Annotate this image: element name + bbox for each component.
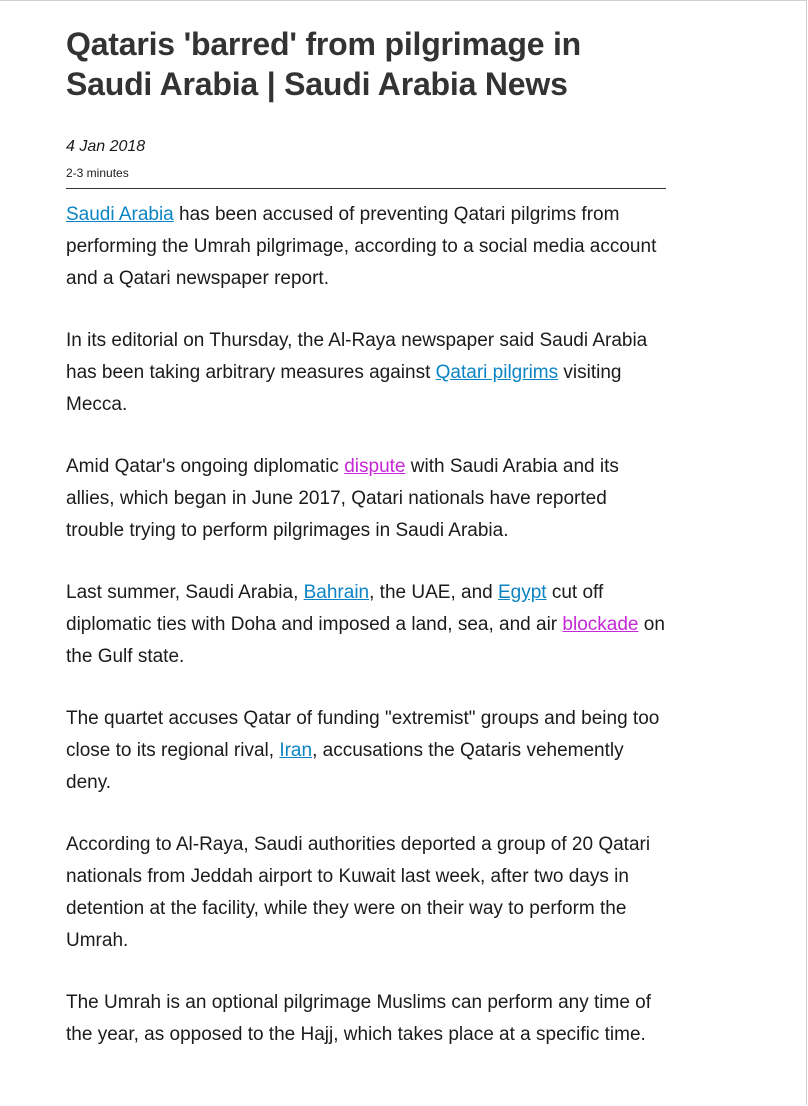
reading-time: 2-3 minutes <box>66 166 129 180</box>
paragraph-text: Last summer, Saudi Arabia, <box>66 582 304 603</box>
paragraph-2 <box>66 325 666 421</box>
paragraph-text: visiting Mecca. <box>66 362 622 415</box>
article-date: 4 Jan 2018 <box>66 138 146 155</box>
paragraph-text: cut off diplomatic ties with Doha and imposed a land, sea, and air <box>66 582 604 635</box>
paragraph-text: , the UAE, and <box>369 582 498 603</box>
link-qatari-pilgrims[interactable]: Qatari pilgrims <box>435 362 559 383</box>
paragraph-text: The quartet accuses Qatar of funding "extremist" groups and being too close to its regional rival, <box>66 708 660 761</box>
paragraph-4 <box>66 577 666 673</box>
link-egypt[interactable]: Egypt <box>497 582 547 603</box>
article-title: Qataris 'barred' from pilgrimage in Saudi Arabia | Saudi Arabia News <box>66 26 582 102</box>
paragraph-text: According to Al-Raya, Saudi authorities deported a group of 20 Qatari nationals from Jeddah airport to Kuwait last week, after two days in detention at the facility, while they were on their way to perform the Umrah. <box>66 834 651 951</box>
paragraph-text: In its editorial on Thursday, the Al-Raya newspaper said Saudi Arabia has been taking arbitrary measures against <box>66 330 648 383</box>
link-bahrain[interactable]: Bahrain <box>303 582 370 603</box>
article-body <box>66 199 666 1051</box>
paragraph-5 <box>66 703 666 799</box>
paragraph-1 <box>66 199 666 295</box>
link-blockade[interactable]: blockade <box>562 614 639 635</box>
article <box>66 0 666 1081</box>
link-iran[interactable]: Iran <box>279 740 313 761</box>
paragraph-text: with Saudi Arabia and its allies, which began in June 2017, Qatari nationals have reported trouble trying to perform pilgrimages in Saudi Arabia. <box>66 456 619 541</box>
header-divider <box>66 188 666 189</box>
paragraph-6 <box>66 829 666 957</box>
paragraph-text: has been accused of preventing Qatari pilgrims from performing the Umrah pilgrimage, according to a social media account and a Qatari newspaper report. <box>66 204 657 289</box>
paragraph-text: Amid Qatar's ongoing diplomatic <box>66 456 345 477</box>
paragraph-text: on the Gulf state. <box>66 614 665 667</box>
link-saudi-arabia[interactable]: Saudi Arabia <box>66 204 174 225</box>
paragraph-text: , accusations the Qataris vehemently deny. <box>66 740 624 793</box>
link-dispute[interactable]: dispute <box>344 456 406 477</box>
paragraph-3 <box>66 451 666 547</box>
paragraph-text: The Umrah is an optional pilgrimage Muslims can perform any time of the year, as opposed to the Hajj, which takes place at a specific time. <box>66 992 652 1045</box>
paragraph-7 <box>66 987 666 1051</box>
